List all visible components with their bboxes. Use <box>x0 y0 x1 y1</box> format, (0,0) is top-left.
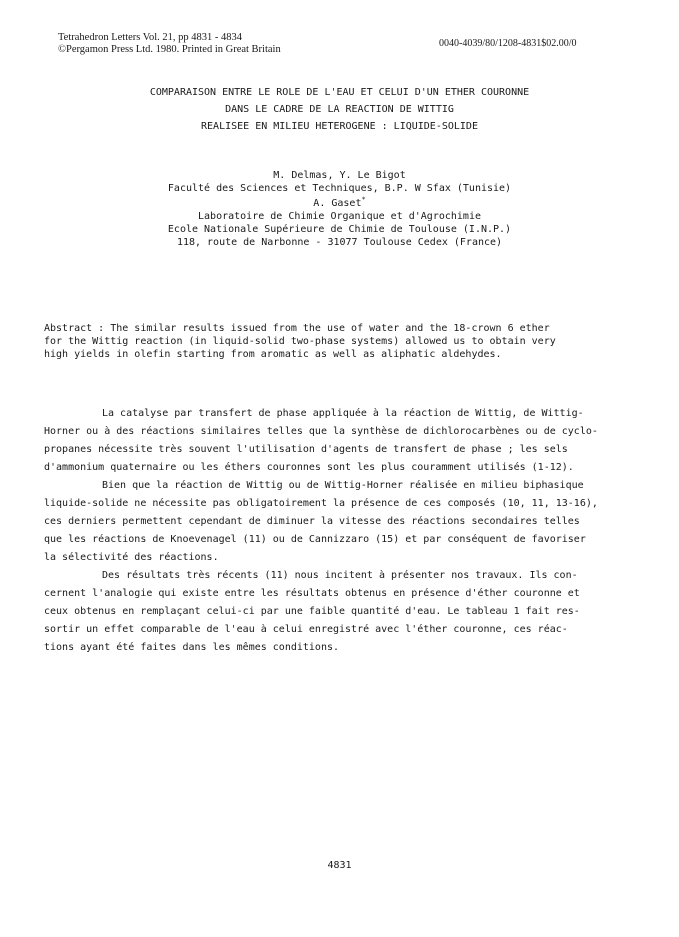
body-p3-line-4: sortir un effet comparable de l'eau à celui enregistré avec l'éther couronne, ces réac- <box>44 624 568 635</box>
corresponding-mark: * <box>361 195 366 204</box>
affiliation-1: Faculté des Sciences et Techniques, B.P. W Sfax (Tunisie) <box>167 183 512 194</box>
affiliation-2-line-3: 118, route de Narbonne - 31077 Toulouse Cedex (France) <box>176 237 503 248</box>
body-p1-line-4: d'ammonium quaternaire ou les éthers couronnes sont les plus couramment utilisés (1-12). <box>44 462 574 473</box>
body-p1-line-2: Horner ou à des réactions similaires telles que la synthèse de dichlorocarbènes ou de cyclo- <box>44 426 598 437</box>
body-p3-line-5: tions ayant été faites dans les mêmes conditions. <box>44 642 340 653</box>
affiliation-2-line-1: Laboratoire de Chimie Organique et d'Agrochimie <box>198 211 481 222</box>
body-p1-line-1: La catalyse par transfert de phase appliquée à la réaction de Wittig, de Wittig- <box>102 408 584 419</box>
authors-2 <box>0 197 679 210</box>
body-p2-line-4: que les réactions de Knoevenagel (11) ou de Cannizzaro (15) et par conséquent de favoriser <box>44 534 586 545</box>
body-p2-line-3: ces derniers permettent cependant de diminuer la vitesse des réactions secondaires telles <box>44 516 580 527</box>
abstract-line-1: Abstract : The similar results issued from the use of water and the 18-crown 6 ether <box>44 323 550 334</box>
title-line-3: REALISEE EN MILIEU HETEROGENE : LIQUIDE-SOLIDE <box>201 121 478 132</box>
article-code: 0040-4039/80/1208-4831$02.00/0 <box>439 38 577 49</box>
body-p2-line-5: la sélectivité des réactions. <box>44 552 219 563</box>
title-line-1: COMPARAISON ENTRE LE ROLE DE L'EAU ET CELUI D'UN ETHER COURONNE <box>149 87 530 98</box>
body-p3-line-2: cernent l'analogie qui existe entre les résultats obtenus en présence d'éther couronne et <box>44 588 580 599</box>
authors-1: M. Delmas, Y. Le Bigot <box>273 170 406 181</box>
body-p2-line-1: Bien que la réaction de Wittig ou de Wittig-Horner réalisée en milieu biphasique <box>102 480 584 491</box>
title-line-2: DANS LE CADRE DE LA REACTION DE WITTIG <box>225 104 454 115</box>
body-p3-line-1: Des résultats très récents (11) nous incitent à présenter nos travaux. Ils con- <box>102 570 578 581</box>
journal-line: Tetrahedron Letters Vol. 21, pp 4831 - 4834 <box>58 32 243 43</box>
publisher-line: ©Pergamon Press Ltd. 1980. Printed in Great Britain <box>58 44 281 55</box>
author-gaset: A. Gaset <box>313 198 362 209</box>
abstract-line-2: for the Wittig reaction (in liquid-solid two-phase systems) allowed us to obtain very <box>44 336 556 347</box>
body-p3-line-3: ceux obtenus en remplaçant celui-ci par une faible quantité d'eau. Le tableau 1 fait res- <box>44 606 580 617</box>
abstract-line-3: high yields in olefin starting from aromatic as well as aliphatic aldehydes. <box>44 349 502 360</box>
affiliation-2-line-2: Ecole Nationale Supérieure de Chimie de Toulouse (I.N.P.) <box>167 224 512 235</box>
body-p1-line-3: propanes nécessite très souvent l'utilisation d'agents de transfert de phase ; les sels <box>44 444 568 455</box>
page-number: 4831 <box>327 860 352 871</box>
body-p2-line-2: liquide-solide ne nécessite pas obligatoirement la présence de ces composés (10, 11, 13-16), <box>44 498 598 509</box>
